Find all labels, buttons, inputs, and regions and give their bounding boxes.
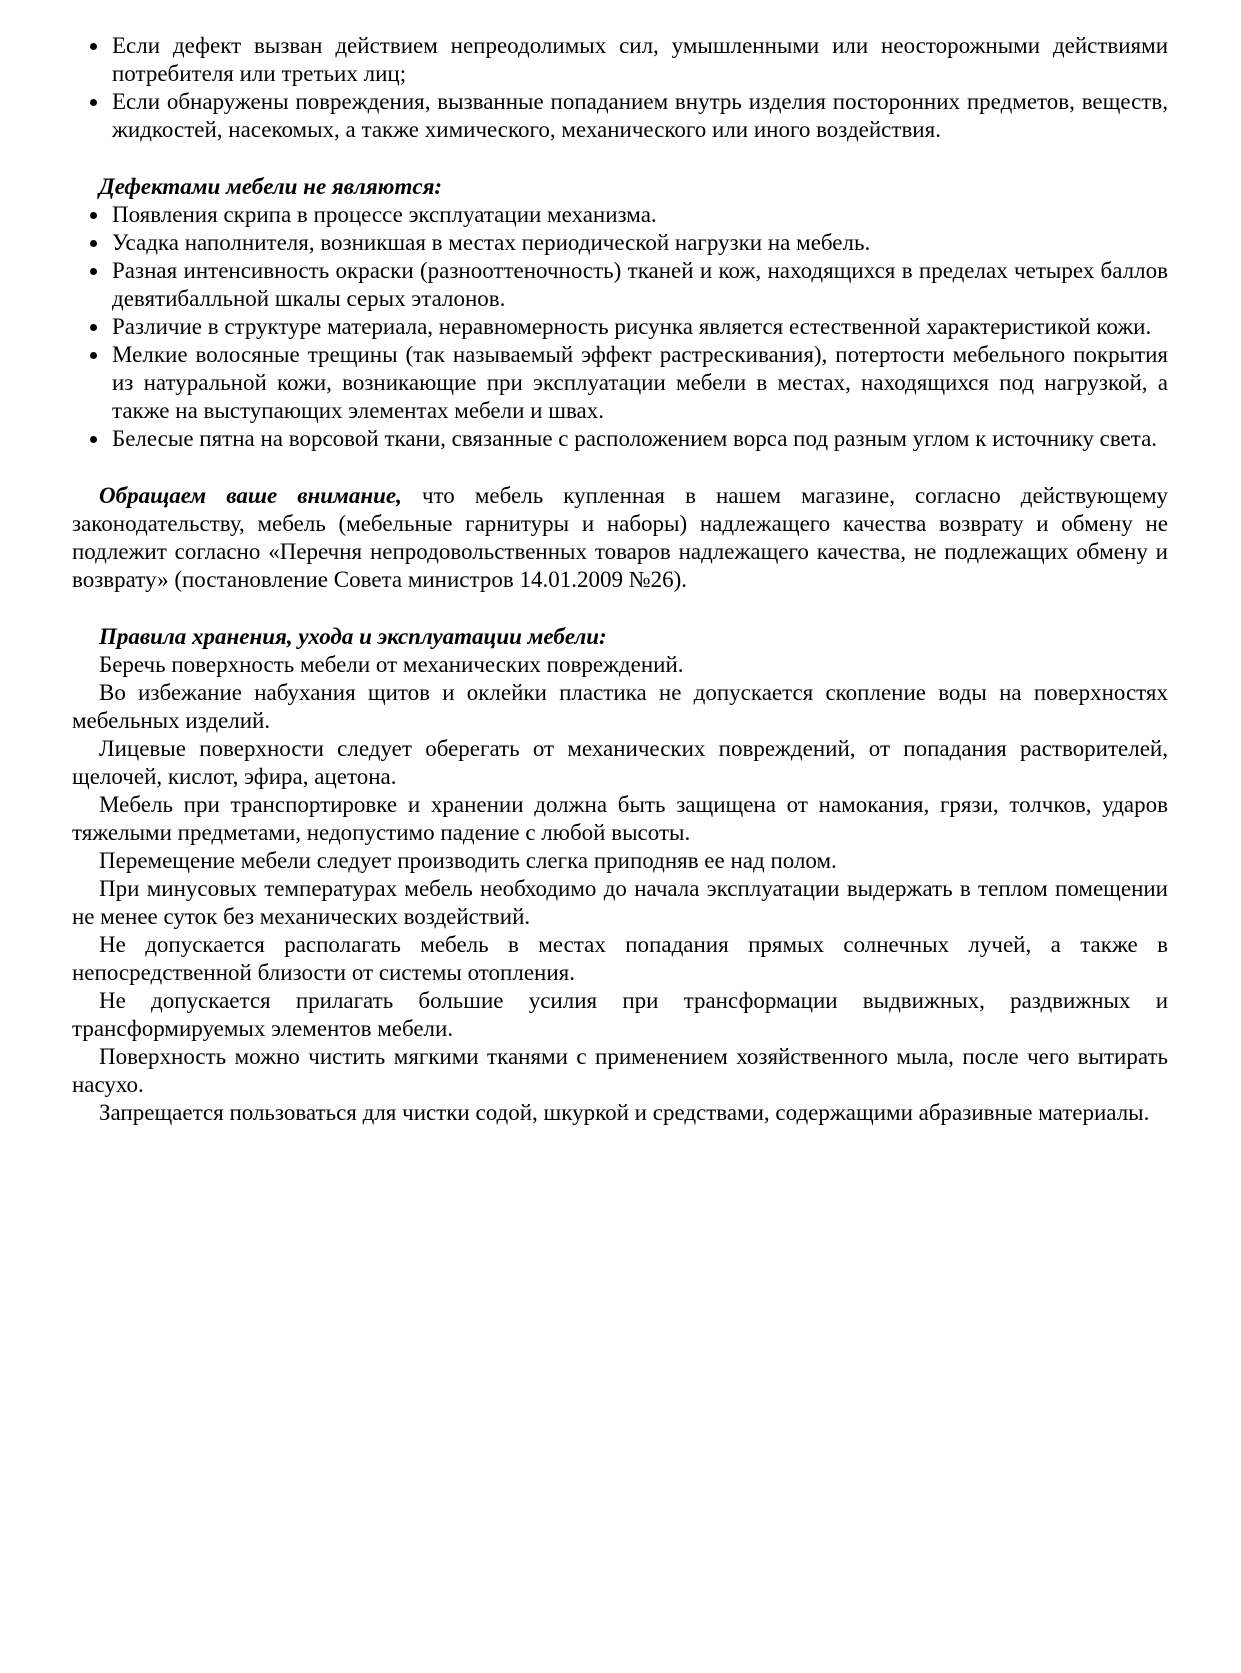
care-rule-paragraph: Беречь поверхность мебели от механических повреждений. xyxy=(99,652,684,677)
notice-lead-text: Обращаем ваше внимание, xyxy=(99,483,402,508)
care-rule-paragraph: Мебель при транспортировке и хранении должна быть защищена от намокания, грязи, толчков, ударов тяжелыми предметами, недопустимо падение с любой высоты. xyxy=(72,792,1168,845)
warranty-exclusions-list xyxy=(72,32,1168,144)
list-item: • Если дефект вызван действием непреодолимых сил, умышленными или неосторожными действиями потребителя или третьих лиц; xyxy=(110,32,1168,88)
return-policy-notice xyxy=(72,482,1168,594)
care-rule-paragraph: Не допускается располагать мебель в местах попадания прямых солнечных лучей, а также в непосредственной близости от системы отопления. xyxy=(72,932,1168,985)
list-item: • Если обнаружены повреждения, вызванные попаданием внутрь изделия посторонних предметов, веществ, жидкостей, насекомых, а также химического, механического или иного воздействия. xyxy=(110,88,1168,144)
care-rule-paragraph: Не допускается прилагать большие усилия при трансформации выдвижных, раздвижных и трансформируемых элементов мебели. xyxy=(72,988,1168,1041)
care-rule-paragraph: При минусовых температурах мебель необходимо до начала эксплуатации выдержать в теплом помещении не менее суток без механических воздействий. xyxy=(72,876,1168,929)
list-item: • Мелкие волосяные трещины (так называемый эффект растрескивания), потертости мебельного покрытия из натуральной кожи, возникающие при эксплуатации мебели в местах, находящихся под нагрузкой, а также на выступающих элементах мебели и швах. xyxy=(110,341,1168,425)
list-item: • Разная интенсивность окраски (разнооттеночность) тканей и кож, находящихся в пределах четырех баллов девятибалльной шкалы серых эталонов. xyxy=(110,257,1168,313)
care-rule-paragraph: Лицевые поверхности следует оберегать от механических повреждений, от попадания растворителей, щелочей, кислот, эфира, ацетона. xyxy=(72,736,1168,789)
care-rule-paragraph: Во избежание набухания щитов и оклейки пластика не допускается скопление воды на поверхностях мебельных изделий. xyxy=(72,680,1168,733)
care-rule-paragraph: Перемещение мебели следует производить слегка приподняв ее над полом. xyxy=(99,848,837,873)
care-rule-paragraph: Поверхность можно чистить мягкими тканями с применением хозяйственного мыла, после чего вытирать насухо. xyxy=(72,1044,1168,1097)
care-rules-section-heading: Правила хранения, ухода и эксплуатации мебели: xyxy=(99,624,607,649)
list-item: • Различие в структуре материала, неравномерность рисунка является естественной характеристикой кожи. xyxy=(110,313,1168,341)
list-item: • Усадка наполнителя, возникшая в местах периодической нагрузки на мебель. xyxy=(110,229,1168,257)
list-item: • Белесые пятна на ворсовой ткани, связанные с расположением ворса под разным углом к источнику света. xyxy=(110,425,1168,453)
defects-section-heading: Дефектами мебели не являются: xyxy=(99,174,443,199)
non-defects-list xyxy=(72,201,1168,453)
notice-body-text: что мебель купленная в нашем магазине, согласно действующему законодательству, мебель (мебельные гарнитуры и наборы) надлежащего качества возврату и обмену не подлежит согласно «Перечня непродовольственных товаров надлежащего качества, не подлежащих обмену и возврату» (постановление Совета министров 14.01.2009 №26). xyxy=(72,483,1168,592)
list-item: • Появления скрипа в процессе эксплуатации механизма. xyxy=(110,201,1168,229)
care-rule-paragraph: Запрещается пользоваться для чистки содой, шкуркой и средствами, содержащими абразивные материалы. xyxy=(99,1100,1150,1125)
